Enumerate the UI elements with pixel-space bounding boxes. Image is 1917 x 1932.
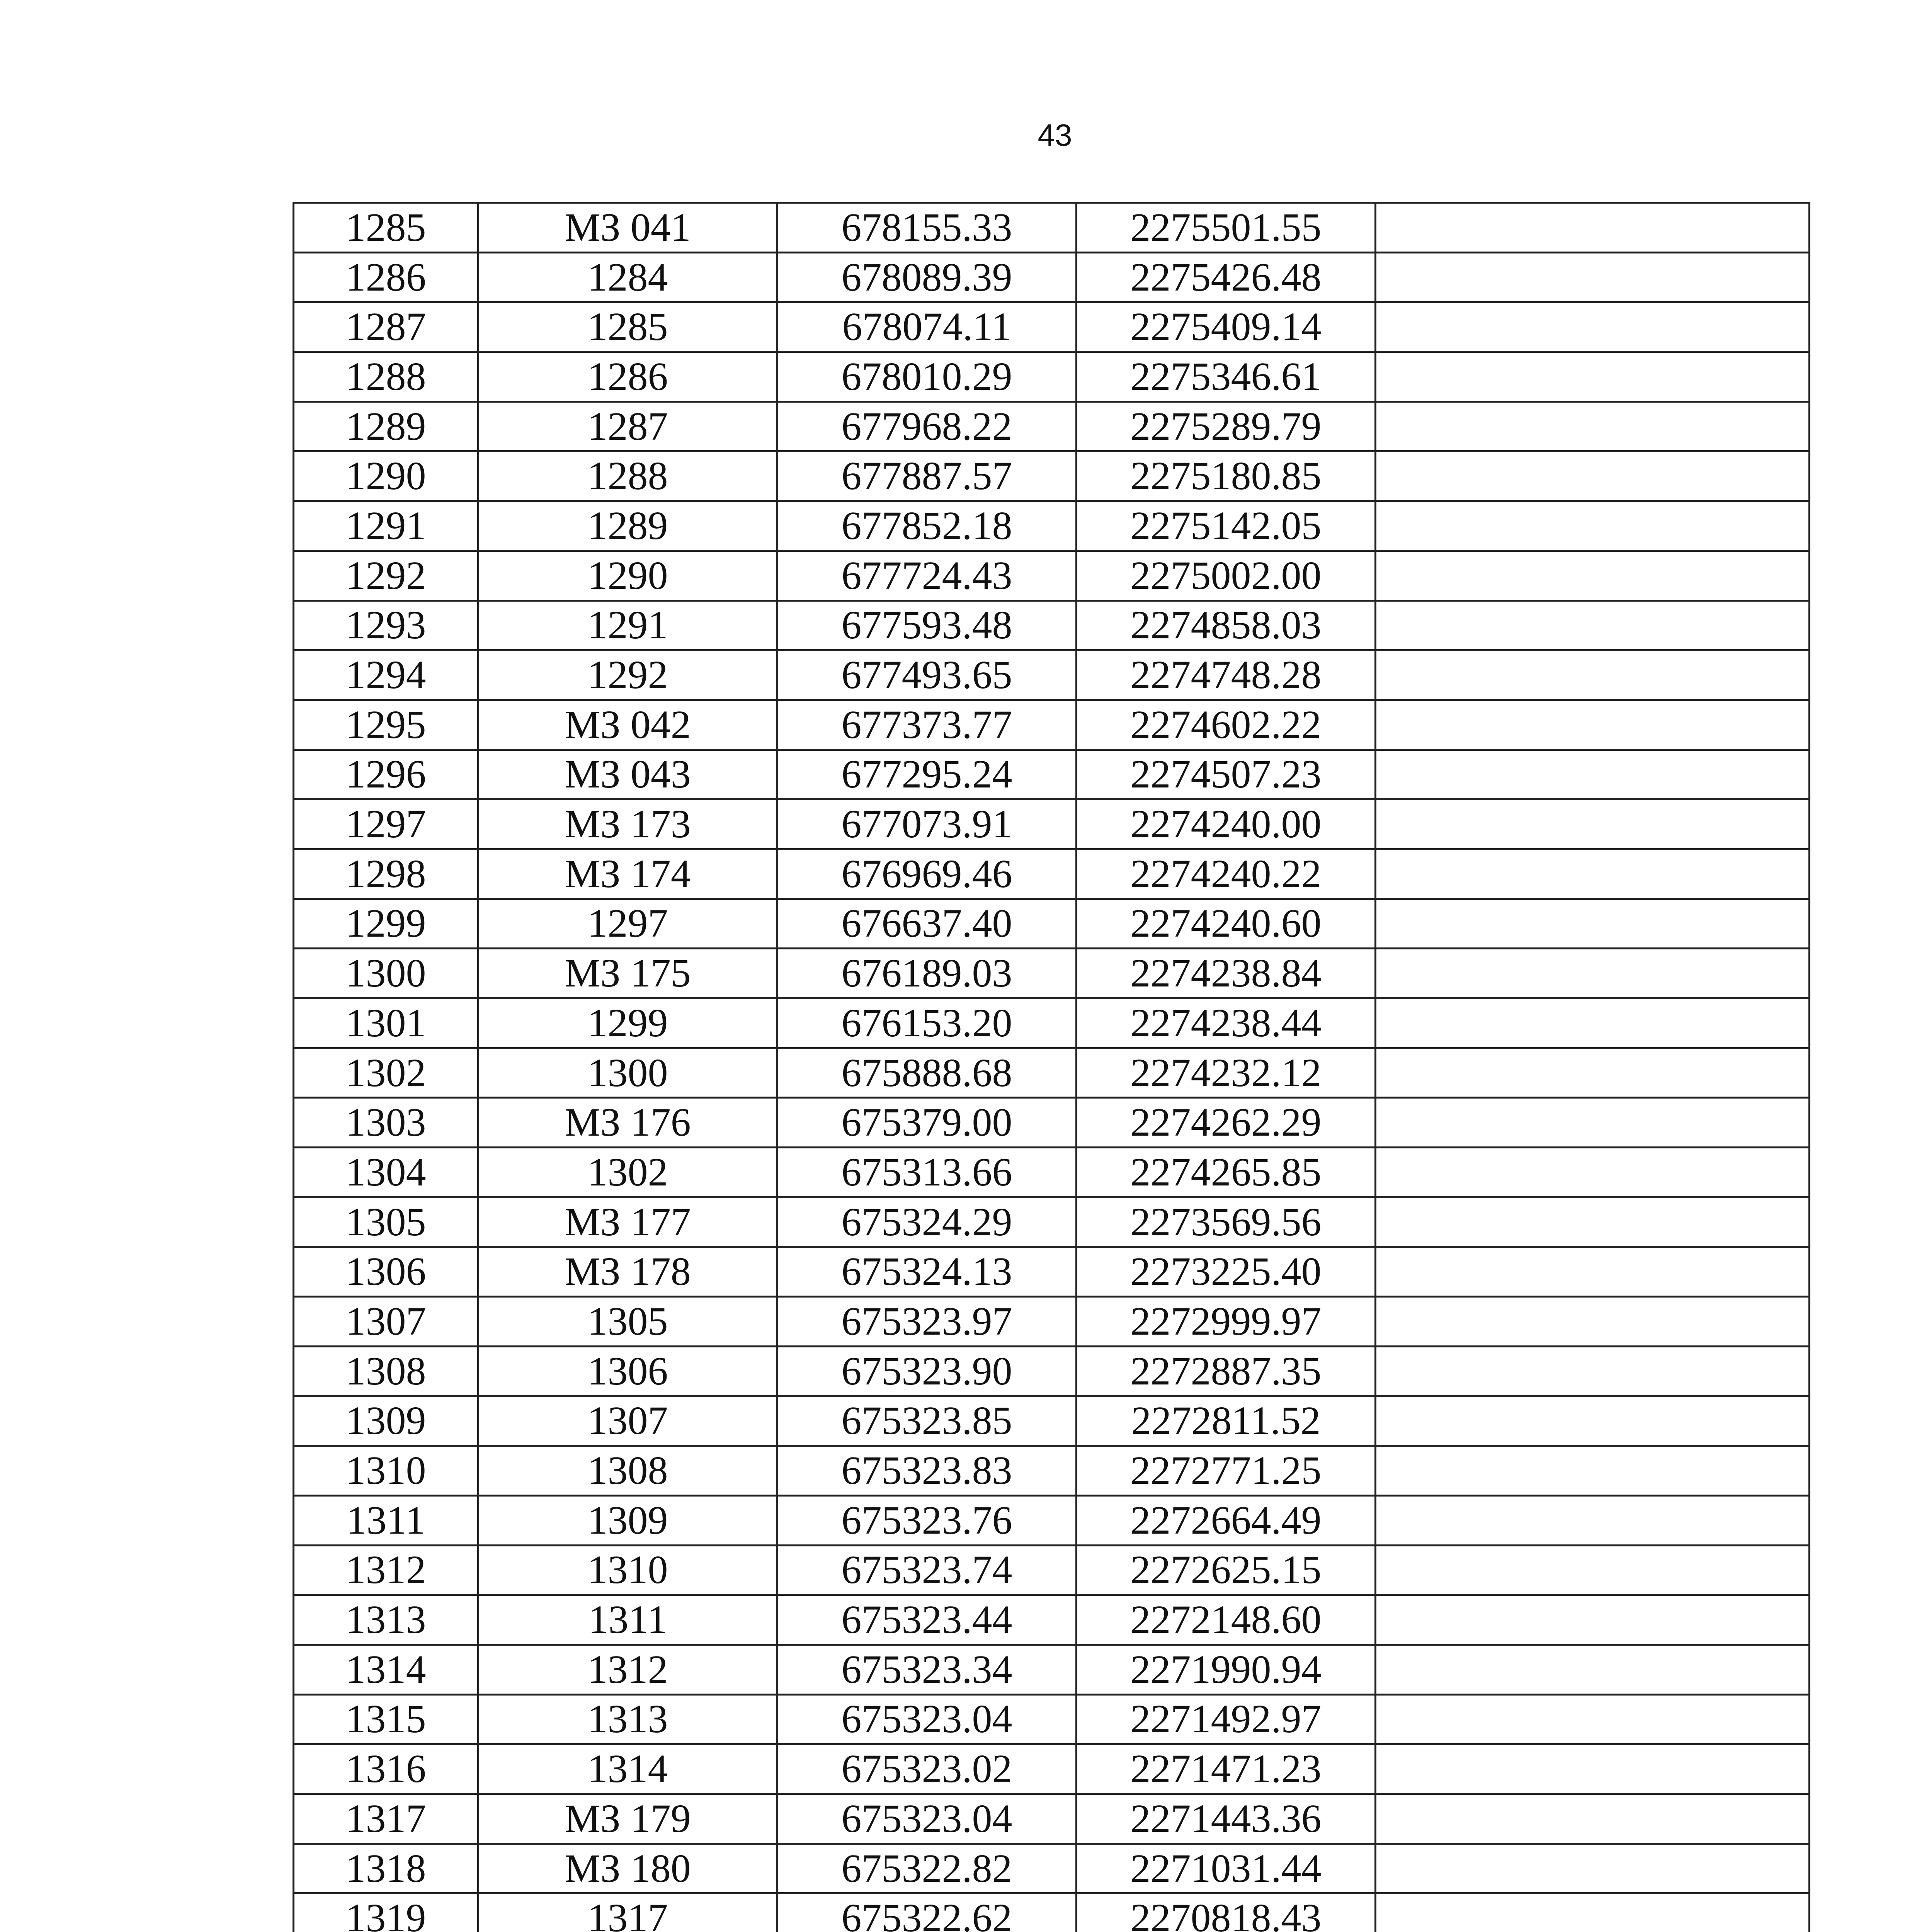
note-cell <box>1376 799 1810 849</box>
y-coordinate-cell: 2271471.23 <box>1077 1744 1376 1794</box>
point-number-cell: 1287 <box>294 302 478 352</box>
table-row <box>294 600 1810 650</box>
previous-point-cell: МЗ 174 <box>478 849 777 899</box>
note-cell <box>1376 600 1810 650</box>
table-row <box>294 1297 1810 1347</box>
y-coordinate-cell: 2274232.12 <box>1077 1048 1376 1098</box>
y-coordinate-cell: 2274240.60 <box>1077 899 1376 949</box>
note-cell <box>1376 451 1810 501</box>
point-number-cell: 1318 <box>294 1844 478 1893</box>
previous-point-cell: 1306 <box>478 1346 777 1396</box>
x-coordinate-cell: 675379.00 <box>777 1098 1077 1148</box>
previous-point-cell: МЗ 173 <box>478 799 777 849</box>
table-row <box>294 650 1810 700</box>
y-coordinate-cell: 2275426.48 <box>1077 252 1376 302</box>
note-cell <box>1376 1297 1810 1347</box>
point-number-cell: 1292 <box>294 551 478 600</box>
x-coordinate-cell: 677968.22 <box>777 401 1077 451</box>
note-cell <box>1376 1844 1810 1893</box>
x-coordinate-cell: 676637.40 <box>777 899 1077 949</box>
point-number-cell: 1299 <box>294 899 478 949</box>
x-coordinate-cell: 677852.18 <box>777 501 1077 551</box>
y-coordinate-cell: 2274238.44 <box>1077 998 1376 1048</box>
x-coordinate-cell: 675323.44 <box>777 1595 1077 1645</box>
table-row <box>294 1396 1810 1446</box>
table-row <box>294 1148 1810 1197</box>
point-number-cell: 1285 <box>294 203 478 253</box>
x-coordinate-cell: 678074.11 <box>777 302 1077 352</box>
y-coordinate-cell: 2272625.15 <box>1077 1545 1376 1595</box>
x-coordinate-cell: 675323.04 <box>777 1694 1077 1744</box>
note-cell <box>1376 650 1810 700</box>
previous-point-cell: 1308 <box>478 1446 777 1496</box>
previous-point-cell: МЗ 043 <box>478 750 777 799</box>
point-number-cell: 1311 <box>294 1495 478 1545</box>
note-cell <box>1376 1744 1810 1794</box>
previous-point-cell: МЗ 179 <box>478 1794 777 1844</box>
table-row <box>294 1794 1810 1844</box>
table-row <box>294 949 1810 998</box>
table-row <box>294 501 1810 551</box>
note-cell <box>1376 1396 1810 1446</box>
point-number-cell: 1310 <box>294 1446 478 1496</box>
y-coordinate-cell: 2274240.22 <box>1077 849 1376 899</box>
y-coordinate-cell: 2273225.40 <box>1077 1247 1376 1297</box>
x-coordinate-cell: 677373.77 <box>777 700 1077 750</box>
note-cell <box>1376 352 1810 402</box>
point-number-cell: 1286 <box>294 252 478 302</box>
point-number-cell: 1304 <box>294 1148 478 1197</box>
y-coordinate-cell: 2275501.55 <box>1077 203 1376 253</box>
y-coordinate-cell: 2275180.85 <box>1077 451 1376 501</box>
table-row <box>294 352 1810 402</box>
x-coordinate-cell: 675324.29 <box>777 1197 1077 1247</box>
coordinates-table <box>293 202 1810 1932</box>
y-coordinate-cell: 2271492.97 <box>1077 1694 1376 1744</box>
previous-point-cell: 1288 <box>478 451 777 501</box>
point-number-cell: 1307 <box>294 1297 478 1347</box>
x-coordinate-cell: 675323.04 <box>777 1794 1077 1844</box>
previous-point-cell: 1285 <box>478 302 777 352</box>
point-number-cell: 1288 <box>294 352 478 402</box>
y-coordinate-cell: 2274507.23 <box>1077 750 1376 799</box>
point-number-cell: 1313 <box>294 1595 478 1645</box>
x-coordinate-cell: 675323.90 <box>777 1346 1077 1396</box>
y-coordinate-cell: 2271031.44 <box>1077 1844 1376 1893</box>
previous-point-cell: 1300 <box>478 1048 777 1098</box>
y-coordinate-cell: 2272811.52 <box>1077 1396 1376 1446</box>
x-coordinate-cell: 678010.29 <box>777 352 1077 402</box>
table-row <box>294 252 1810 302</box>
note-cell <box>1376 401 1810 451</box>
x-coordinate-cell: 678155.33 <box>777 203 1077 253</box>
note-cell <box>1376 1794 1810 1844</box>
table-row <box>294 1595 1810 1645</box>
x-coordinate-cell: 675322.62 <box>777 1893 1077 1932</box>
x-coordinate-cell: 675323.97 <box>777 1297 1077 1347</box>
point-number-cell: 1303 <box>294 1098 478 1148</box>
x-coordinate-cell: 675323.34 <box>777 1645 1077 1694</box>
x-coordinate-cell: 676153.20 <box>777 998 1077 1048</box>
note-cell <box>1376 1247 1810 1297</box>
previous-point-cell: 1292 <box>478 650 777 700</box>
x-coordinate-cell: 676969.46 <box>777 849 1077 899</box>
point-number-cell: 1308 <box>294 1346 478 1396</box>
y-coordinate-cell: 2275142.05 <box>1077 501 1376 551</box>
y-coordinate-cell: 2274240.00 <box>1077 799 1376 849</box>
point-number-cell: 1298 <box>294 849 478 899</box>
note-cell <box>1376 998 1810 1048</box>
y-coordinate-cell: 2274262.29 <box>1077 1098 1376 1148</box>
point-number-cell: 1315 <box>294 1694 478 1744</box>
note-cell <box>1376 700 1810 750</box>
note-cell <box>1376 1148 1810 1197</box>
table-row <box>294 1446 1810 1496</box>
previous-point-cell: 1299 <box>478 998 777 1048</box>
note-cell <box>1376 1197 1810 1247</box>
x-coordinate-cell: 676189.03 <box>777 949 1077 998</box>
y-coordinate-cell: 2274748.28 <box>1077 650 1376 700</box>
previous-point-cell: 1297 <box>478 899 777 949</box>
note-cell <box>1376 203 1810 253</box>
y-coordinate-cell: 2275409.14 <box>1077 302 1376 352</box>
y-coordinate-cell: 2271990.94 <box>1077 1645 1376 1694</box>
point-number-cell: 1293 <box>294 600 478 650</box>
table-row <box>294 998 1810 1048</box>
x-coordinate-cell: 677073.91 <box>777 799 1077 849</box>
x-coordinate-cell: 675313.66 <box>777 1148 1077 1197</box>
previous-point-cell: МЗ 176 <box>478 1098 777 1148</box>
y-coordinate-cell: 2275002.00 <box>1077 551 1376 600</box>
table-row <box>294 1545 1810 1595</box>
note-cell <box>1376 750 1810 799</box>
point-number-cell: 1300 <box>294 949 478 998</box>
x-coordinate-cell: 677493.65 <box>777 650 1077 700</box>
previous-point-cell: МЗ 175 <box>478 949 777 998</box>
table-row <box>294 1495 1810 1545</box>
y-coordinate-cell: 2272771.25 <box>1077 1446 1376 1496</box>
table-row <box>294 401 1810 451</box>
x-coordinate-cell: 675323.02 <box>777 1744 1077 1794</box>
note-cell <box>1376 949 1810 998</box>
table-row <box>294 203 1810 253</box>
y-coordinate-cell: 2274265.85 <box>1077 1148 1376 1197</box>
previous-point-cell: 1313 <box>478 1694 777 1744</box>
previous-point-cell: 1317 <box>478 1893 777 1932</box>
point-number-cell: 1295 <box>294 700 478 750</box>
note-cell <box>1376 1893 1810 1932</box>
point-number-cell: 1296 <box>294 750 478 799</box>
x-coordinate-cell: 678089.39 <box>777 252 1077 302</box>
y-coordinate-cell: 2274602.22 <box>1077 700 1376 750</box>
note-cell <box>1376 1446 1810 1496</box>
previous-point-cell: 1309 <box>478 1495 777 1545</box>
previous-point-cell: 1290 <box>478 551 777 600</box>
note-cell <box>1376 501 1810 551</box>
y-coordinate-cell: 2272148.60 <box>1077 1595 1376 1645</box>
y-coordinate-cell: 2271443.36 <box>1077 1794 1376 1844</box>
previous-point-cell: МЗ 042 <box>478 700 777 750</box>
point-number-cell: 1312 <box>294 1545 478 1595</box>
table-row <box>294 1844 1810 1893</box>
x-coordinate-cell: 677295.24 <box>777 750 1077 799</box>
point-number-cell: 1319 <box>294 1893 478 1932</box>
x-coordinate-cell: 675324.13 <box>777 1247 1077 1297</box>
table-row <box>294 551 1810 600</box>
point-number-cell: 1297 <box>294 799 478 849</box>
point-number-cell: 1301 <box>294 998 478 1048</box>
previous-point-cell: 1311 <box>478 1595 777 1645</box>
table-row <box>294 849 1810 899</box>
previous-point-cell: 1286 <box>478 352 777 402</box>
table-row <box>294 1247 1810 1297</box>
x-coordinate-cell: 675323.74 <box>777 1545 1077 1595</box>
table-row <box>294 799 1810 849</box>
note-cell <box>1376 899 1810 949</box>
point-number-cell: 1314 <box>294 1645 478 1694</box>
point-number-cell: 1294 <box>294 650 478 700</box>
previous-point-cell: 1310 <box>478 1545 777 1595</box>
table-row <box>294 1645 1810 1694</box>
point-number-cell: 1291 <box>294 501 478 551</box>
point-number-cell: 1290 <box>294 451 478 501</box>
y-coordinate-cell: 2275289.79 <box>1077 401 1376 451</box>
point-number-cell: 1305 <box>294 1197 478 1247</box>
previous-point-cell: 1312 <box>478 1645 777 1694</box>
coordinates-table-body <box>294 203 1810 1932</box>
previous-point-cell: 1284 <box>478 252 777 302</box>
note-cell <box>1376 1545 1810 1595</box>
y-coordinate-cell: 2272664.49 <box>1077 1495 1376 1545</box>
point-number-cell: 1306 <box>294 1247 478 1297</box>
point-number-cell: 1309 <box>294 1396 478 1446</box>
y-coordinate-cell: 2273569.56 <box>1077 1197 1376 1247</box>
x-coordinate-cell: 675322.82 <box>777 1844 1077 1893</box>
note-cell <box>1376 1495 1810 1545</box>
y-coordinate-cell: 2274858.03 <box>1077 600 1376 650</box>
x-coordinate-cell: 675323.83 <box>777 1446 1077 1496</box>
x-coordinate-cell: 675323.76 <box>777 1495 1077 1545</box>
table-row <box>294 1893 1810 1932</box>
point-number-cell: 1316 <box>294 1744 478 1794</box>
table-row <box>294 302 1810 352</box>
y-coordinate-cell: 2272887.35 <box>1077 1346 1376 1396</box>
note-cell <box>1376 1346 1810 1396</box>
y-coordinate-cell: 2274238.84 <box>1077 949 1376 998</box>
previous-point-cell: 1302 <box>478 1148 777 1197</box>
table-row <box>294 1744 1810 1794</box>
previous-point-cell: МЗ 041 <box>478 203 777 253</box>
table-row <box>294 700 1810 750</box>
x-coordinate-cell: 677724.43 <box>777 551 1077 600</box>
table-row <box>294 1197 1810 1247</box>
y-coordinate-cell: 2275346.61 <box>1077 352 1376 402</box>
table-row <box>294 899 1810 949</box>
note-cell <box>1376 1048 1810 1098</box>
note-cell <box>1376 551 1810 600</box>
previous-point-cell: МЗ 180 <box>478 1844 777 1893</box>
table-row <box>294 1694 1810 1744</box>
table-row <box>294 1048 1810 1098</box>
page-number: 43 <box>1038 118 1072 152</box>
note-cell <box>1376 1645 1810 1694</box>
table-row <box>294 750 1810 799</box>
previous-point-cell: 1287 <box>478 401 777 451</box>
x-coordinate-cell: 677593.48 <box>777 600 1077 650</box>
point-number-cell: 1302 <box>294 1048 478 1098</box>
note-cell <box>1376 1595 1810 1645</box>
previous-point-cell: 1291 <box>478 600 777 650</box>
previous-point-cell: МЗ 177 <box>478 1197 777 1247</box>
y-coordinate-cell: 2270818.43 <box>1077 1893 1376 1932</box>
x-coordinate-cell: 677887.57 <box>777 451 1077 501</box>
table-row <box>294 1098 1810 1148</box>
note-cell <box>1376 849 1810 899</box>
x-coordinate-cell: 675323.85 <box>777 1396 1077 1446</box>
previous-point-cell: МЗ 178 <box>478 1247 777 1297</box>
table-row <box>294 1346 1810 1396</box>
previous-point-cell: 1314 <box>478 1744 777 1794</box>
previous-point-cell: 1307 <box>478 1396 777 1446</box>
point-number-cell: 1317 <box>294 1794 478 1844</box>
x-coordinate-cell: 675888.68 <box>777 1048 1077 1098</box>
note-cell <box>1376 302 1810 352</box>
note-cell <box>1376 1694 1810 1744</box>
y-coordinate-cell: 2272999.97 <box>1077 1297 1376 1347</box>
previous-point-cell: 1289 <box>478 501 777 551</box>
note-cell <box>1376 1098 1810 1148</box>
point-number-cell: 1289 <box>294 401 478 451</box>
previous-point-cell: 1305 <box>478 1297 777 1347</box>
note-cell <box>1376 252 1810 302</box>
table-row <box>294 451 1810 501</box>
